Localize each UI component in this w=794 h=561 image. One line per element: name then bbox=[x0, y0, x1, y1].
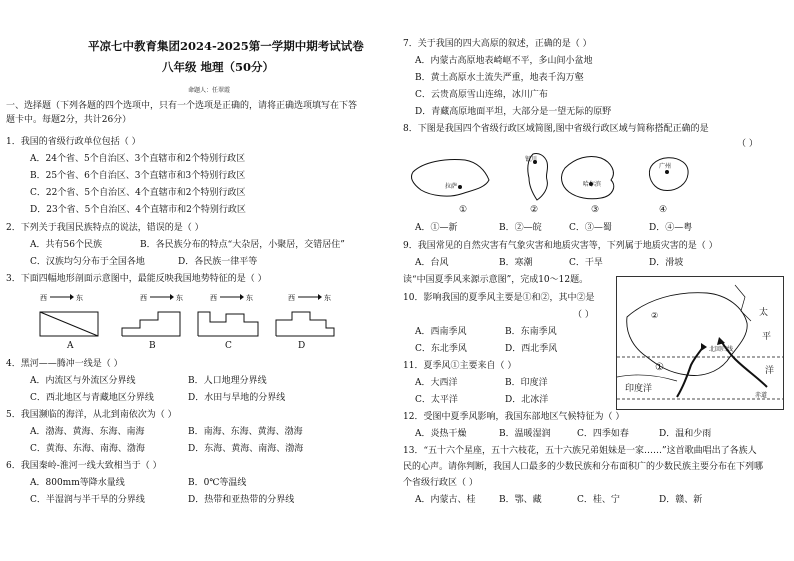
svg-text:东: 东 bbox=[76, 294, 83, 302]
q11-option-d[interactable]: D．北冰洋 bbox=[505, 395, 549, 405]
map-pacific-2: 平 bbox=[762, 332, 772, 342]
map-circle-2: ② bbox=[651, 311, 659, 320]
q4-option-d[interactable]: D．水田与旱地的分界线 bbox=[188, 393, 286, 403]
map-circle-1: ① bbox=[655, 362, 664, 373]
section-heading-2: 题卡中。每题2分，共计26分） bbox=[6, 115, 132, 125]
svg-text:西: 西 bbox=[140, 294, 147, 302]
map-tropic-label: 北回归线 bbox=[709, 346, 734, 353]
q9-option-d[interactable]: D．滑坡 bbox=[649, 258, 684, 268]
q10-stem: 10．影响我国的夏季风主要是①和②，其中②是 bbox=[403, 293, 595, 303]
q8-city-3: 哈尔滨 bbox=[583, 181, 602, 188]
q7-option-d[interactable]: D．青藏高原地面平坦，大部分是一望无际的原野 bbox=[415, 107, 612, 117]
q8-option-d[interactable]: D．④—粤 bbox=[649, 223, 693, 233]
q1-stem: 1．我国的省级行政单位包括（ ） bbox=[6, 137, 141, 147]
q12-option-c[interactable]: C．四季如春 bbox=[577, 429, 629, 439]
q4-option-b[interactable]: B．人口地理分界线 bbox=[188, 376, 267, 386]
author-line: 命题人：任翠霞 bbox=[188, 87, 231, 94]
q3-label-c: C bbox=[225, 341, 232, 351]
q11-stem: 11．夏季风①主要来自（ ） bbox=[403, 361, 517, 371]
q7-option-a[interactable]: A．内蒙古高原地表崎岖不平，多山间小盆地 bbox=[415, 56, 593, 66]
q5-option-c[interactable]: C．黄海、东海、南海、渤海 bbox=[30, 444, 145, 454]
q12-option-b[interactable]: B．温暖湿润 bbox=[499, 429, 551, 439]
map-indian-ocean: 印度洋 bbox=[625, 384, 653, 394]
profile-b[interactable] bbox=[122, 293, 183, 336]
q8-city-2: 银川 bbox=[525, 156, 538, 163]
q11-option-c[interactable]: C．太平洋 bbox=[415, 395, 458, 405]
q8-label-2: ② bbox=[530, 205, 539, 215]
q12-stem: 12．受图中夏季风影响，我国东部地区气候特征为（ ） bbox=[403, 412, 625, 422]
monsoon-arrow-1 bbox=[677, 347, 703, 397]
q7-stem: 7．关于我国的四大高原的叙述，正确的是（ ） bbox=[403, 39, 592, 49]
q10-option-d[interactable]: D．西北季风 bbox=[505, 344, 558, 354]
q10-option-b[interactable]: B．东南季风 bbox=[505, 327, 557, 337]
q5-option-d[interactable]: D．东海、黄海、南海、渤海 bbox=[188, 444, 304, 454]
q1-option-d[interactable]: D．23个省、5个自治区、4个直辖市和2个特别行政区 bbox=[30, 205, 246, 215]
q12-option-d[interactable]: D．温和少雨 bbox=[659, 429, 712, 439]
q8-option-b[interactable]: B．②—皖 bbox=[499, 223, 542, 233]
svg-text:西: 西 bbox=[40, 294, 47, 302]
q2-option-b[interactable]: B．各民族分布的特点“大杂居，小聚居，交错居住” bbox=[140, 240, 345, 250]
profile-d[interactable] bbox=[276, 293, 334, 336]
q13-option-b[interactable]: B．鄂、藏 bbox=[499, 495, 542, 505]
map-pacific-1: 太 bbox=[759, 308, 769, 318]
q8-city-1: 拉萨 bbox=[445, 183, 458, 190]
q8-option-a[interactable]: A．①—新 bbox=[415, 223, 458, 233]
svg-text:东: 东 bbox=[324, 294, 331, 302]
q7-option-c[interactable]: C．云贵高原雪山连绵，冰川广布 bbox=[415, 90, 548, 100]
q5-option-a[interactable]: A．渤海、黄海、东海、南海 bbox=[30, 427, 145, 437]
monsoon-arrowhead-1 bbox=[701, 343, 707, 351]
map-pacific-3: 洋 bbox=[765, 366, 775, 376]
q4-option-c[interactable]: C．西北地区与青藏地区分界线 bbox=[30, 393, 154, 403]
svg-text:东: 东 bbox=[176, 294, 183, 302]
q10-option-a[interactable]: A．西南季风 bbox=[415, 327, 467, 337]
profile-c[interactable] bbox=[198, 293, 258, 336]
q10-paren: （ ） bbox=[573, 310, 594, 320]
q13-option-c[interactable]: C．桂、宁 bbox=[577, 495, 620, 505]
q8-paren: （ ） bbox=[737, 139, 758, 149]
q2-option-c[interactable]: C．汉族均匀分布于全国各地 bbox=[30, 257, 145, 267]
q11-option-a[interactable]: A．大西洋 bbox=[415, 378, 458, 388]
q10-option-c[interactable]: C．东北季风 bbox=[415, 344, 467, 354]
q6-option-c[interactable]: C．半湿润与半干旱的分界线 bbox=[30, 495, 145, 505]
svg-text:西: 西 bbox=[288, 294, 295, 302]
svg-text:西: 西 bbox=[210, 294, 217, 302]
q4-stem: 4．黑河——腾冲一线是（ ） bbox=[6, 359, 123, 369]
profile-a[interactable] bbox=[40, 293, 98, 336]
exam-subtitle: 八年级 地理（50分） bbox=[162, 60, 275, 74]
exam-title: 平凉七中教育集团2024-2025第一学期中期考试试卷 bbox=[88, 39, 364, 53]
section-heading: 一、选择题（下列各题的四个选项中，只有一个选项是正确的，请将正确选项填写在下答 bbox=[6, 101, 358, 111]
q8-stem: 8．下图是我国四个省级行政区域简图,图中省级行政区域与简称搭配正确的是 bbox=[403, 124, 709, 134]
q2-option-d[interactable]: D．各民族一律平等 bbox=[178, 257, 258, 267]
q8-label-4: ④ bbox=[659, 205, 668, 215]
svg-text:东: 东 bbox=[246, 294, 253, 302]
q13-stem: 13．“五十六个星座，五十六枝花，五十六族兄弟姐妹是一家……”这首歌曲唱出了各族人 bbox=[403, 446, 757, 456]
q6-option-b[interactable]: B．0℃等温线 bbox=[188, 478, 247, 488]
q8-city-4: 广州 bbox=[659, 163, 672, 170]
terrain-profiles bbox=[30, 292, 370, 354]
q11-option-b[interactable]: B．印度洋 bbox=[505, 378, 548, 388]
q10-intro: 读“中国夏季风来源示意图”，完成10～12题。 bbox=[403, 275, 589, 285]
q7-option-b[interactable]: B．黄土高原水土流失严重，地表千沟万壑 bbox=[415, 73, 584, 83]
q6-stem: 6．我国秦岭-淮河一线大致相当于（ ） bbox=[6, 461, 162, 471]
q8-label-3: ③ bbox=[591, 205, 600, 215]
china-outline bbox=[627, 293, 747, 376]
q9-option-c[interactable]: C．干旱 bbox=[569, 258, 603, 268]
q2-stem: 2．下列关于我国民族特点的说法，错误的是（ ） bbox=[6, 223, 204, 233]
q5-option-b[interactable]: B．南海、东海、黄海、渤海 bbox=[188, 427, 303, 437]
q3-label-b: B bbox=[149, 341, 156, 351]
map-equator-label: 赤道 bbox=[755, 392, 768, 399]
coast-detail bbox=[735, 285, 751, 321]
q9-stem: 9．我国常见的自然灾害有气象灾害和地质灾害等，下列属于地质灾害的是（ ） bbox=[403, 241, 718, 251]
q13-option-a[interactable]: A．内蒙古、桂 bbox=[415, 495, 476, 505]
q1-option-c[interactable]: C．22个省、5个自治区、4个直辖市和2个特别行政区 bbox=[30, 188, 246, 198]
q9-option-a[interactable]: A．台风 bbox=[415, 258, 449, 268]
southeast-asia-coast bbox=[617, 375, 677, 381]
q6-option-d[interactable]: D．热带和亚热带的分界线 bbox=[188, 495, 295, 505]
q5-stem: 5．我国濒临的海洋，从北到南依次为（ ） bbox=[6, 410, 177, 420]
q3-label-d: D bbox=[298, 341, 306, 351]
q4-option-a[interactable]: A．内流区与外流区分界线 bbox=[30, 376, 136, 386]
q13-option-d[interactable]: D．赣、新 bbox=[659, 495, 703, 505]
q1-option-b[interactable]: B．25个省、6个自治区、3个直辖市和3个特别行政区 bbox=[30, 171, 246, 181]
q6-option-a[interactable]: A．800mm等降水量线 bbox=[30, 478, 125, 488]
q12-option-a[interactable]: A．炎热干燥 bbox=[415, 429, 467, 439]
q1-option-a[interactable]: A．24个省、5个自治区、3个直辖市和2个特别行政区 bbox=[30, 154, 246, 164]
q3-label-a: A bbox=[67, 341, 74, 351]
q3-stem: 3．下面四幅地形剖面示意图中，最能反映我国地势特征的是（ ） bbox=[6, 274, 267, 284]
q13-stem-2: 民的心声。请你判断，我国人口最多的少数民族和分布面积广的少数民族主要分布在下列哪 bbox=[403, 462, 764, 472]
q8-option-c[interactable]: C．③—蜀 bbox=[569, 223, 612, 233]
q8-label-1: ① bbox=[459, 205, 468, 215]
q9-option-b[interactable]: B．寒潮 bbox=[499, 258, 533, 268]
q2-option-a[interactable]: A．共有56个民族 bbox=[30, 240, 102, 250]
q13-stem-3: 个省级行政区（ ） bbox=[403, 478, 478, 488]
monsoon-map bbox=[616, 276, 784, 410]
